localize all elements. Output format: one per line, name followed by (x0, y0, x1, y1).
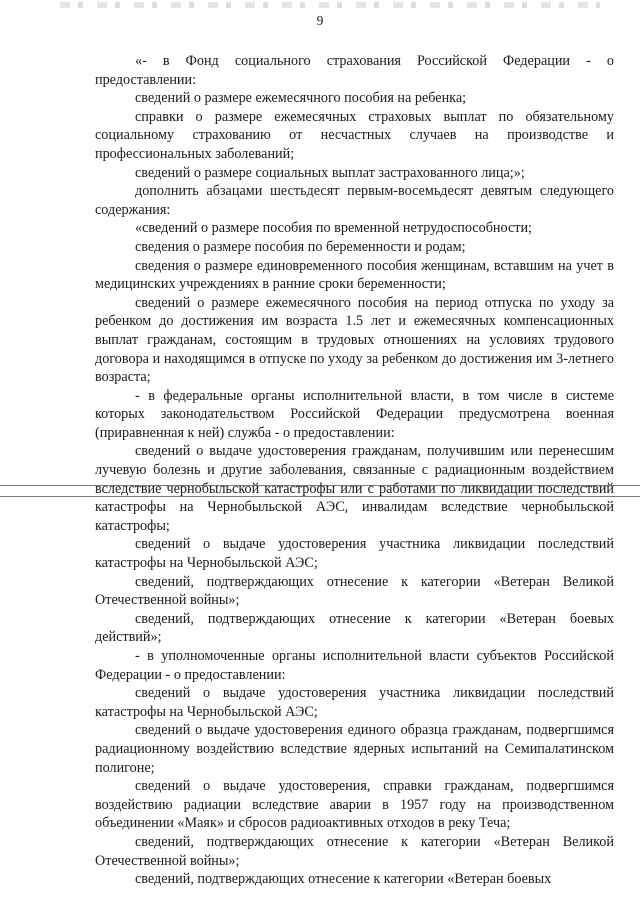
paragraph: дополнить абзацами шестьдесят первым-восемьдесят девятым следующего содержания: (95, 183, 614, 218)
paragraph: - в федеральные органы исполнительной власти, в том числе в системе которых законодательством Российской Федерации предусмотрена военная (приравненная к ней) служба - о предоставлении: (95, 387, 614, 441)
paragraph: сведений, подтверждающих отнесение к категории «Ветеран боевых действий»; (95, 610, 614, 646)
scan-artifact-top (60, 2, 600, 8)
paragraph: сведения о размере единовременного пособия женщинам, вставшим на учет в медицинских учреждениях в ранние сроки беременности; (95, 257, 614, 293)
paragraph: сведений о выдаче удостоверения единого образца гражданам, подвергшимся радиационному воздействию вследствие ядерных испытаний на Семипалатинском полигоне; (95, 722, 614, 776)
paragraph: сведений о выдаче удостоверения гражданам, получившим или перенесшим лучевую болезнь и другие заболевания, связанные с радиационным воздействием вследствие чернобыльской катастрофы или с работами по ликвидации последствий катастрофы на Чернобыльской АЭС, инвалидам вследствие чернобыльской катастрофы; (95, 443, 614, 534)
paragraph: сведений о выдаче удостоверения, справки гражданам, подвергшимся воздействию радиации вследствие аварии в 1957 году на производственном объединении «Маяк» и сбросов радиоактивных отходов в реку Теча; (95, 778, 614, 832)
paragraph: сведений о размере ежемесячного пособия на ребенка; (135, 90, 467, 107)
paragraph: справки о размере ежемесячных страховых выплат по обязательному социальному страхованию от несчастных случаев на производстве и профессиональных заболеваний; (95, 108, 614, 162)
paragraph: сведений о выдаче удостоверения участника ликвидации последствий катастрофы на Чернобыльской АЭС; (95, 685, 614, 720)
paragraph: сведения о размере пособия по беременности и родам; (135, 238, 466, 255)
page-number: 9 (316, 13, 324, 28)
paragraph: сведений, подтверждающих отнесение к категории «Ветеран боевых (135, 871, 552, 888)
paragraph: сведений, подтверждающих отнесение к категории «Ветеран Великой Отечественной войны»; (95, 573, 614, 609)
document-body (95, 52, 614, 889)
paragraph: сведений, подтверждающих отнесение к категории «Ветеран Великой Отечественной войны»; (95, 833, 614, 869)
paragraph: «- в Фонд социального страхования Российской Федерации - о предоставлении: (95, 53, 614, 88)
paragraph: сведений о размере социальных выплат застрахованного лица;»; (135, 164, 525, 181)
paragraph: сведений о выдаче удостоверения участника ликвидации последствий катастрофы на Чернобыльской АЭС; (95, 536, 614, 572)
paragraph: «сведений о размере пособия по временной нетрудоспособности; (135, 220, 532, 237)
paragraph: - в уполномоченные органы исполнительной власти субъектов Российской Федерации - о предоставлении: (95, 648, 614, 683)
paragraph: сведений о размере ежемесячного пособия на период отпуска по уходу за ребенком до достижения им возраста 1.5 лет и ежемесячных компенсационных выплат гражданам, состоящим в трудовых отношениях на условиях трудового договора и находящимся в отпуске по уходу за ребенком до достижения им 3-летнего возраста; (95, 294, 614, 386)
